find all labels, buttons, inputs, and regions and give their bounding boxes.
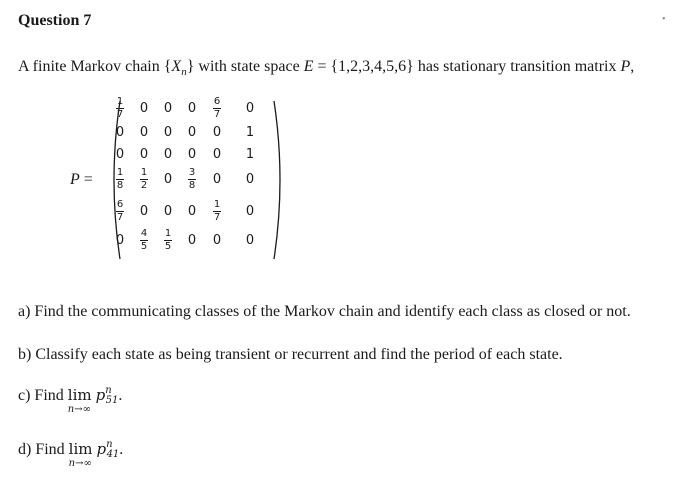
part-b: b) Classify each state as being transient or recurrent and find the period of each state. [18, 346, 563, 363]
intro-post: , [630, 58, 635, 75]
matrix-cell-6-3: $\frac{1}{5}$ [164, 228, 172, 252]
matrix-cell-2-6: 1 [245, 125, 255, 140]
part-c-p-sup: n [105, 385, 112, 396]
part-c-lim-word: lim [67, 386, 92, 404]
part-d-end: . [119, 441, 124, 458]
matrix-cell-6-1: 0 [115, 233, 125, 248]
part-c-label: c) Find [18, 387, 68, 404]
matrix-cell-3-4: 0 [187, 147, 197, 162]
matrix-cell-2-3: 0 [163, 125, 173, 140]
matrix-cell-3-6: 1 [245, 147, 255, 162]
part-d-lim-word: lim [68, 440, 93, 458]
matrix-cell-4-3: 0 [163, 172, 173, 187]
intro-pre: A finite Markov chain { [18, 58, 172, 75]
matrix-cell-6-4: 0 [187, 233, 197, 248]
right-paren [274, 101, 280, 259]
part-d-lim-sub: n→∞ [68, 458, 92, 469]
matrix-cell-4-1: $\frac{1}{8}$ [116, 167, 124, 191]
matrix-cell-6-6: 0 [245, 233, 255, 248]
transition-matrix [70, 95, 290, 265]
matrix-cell-1-3: 0 [163, 101, 173, 116]
question-title: Question 7 [18, 12, 92, 29]
part-d-p-sup: n [106, 439, 113, 450]
matrix-cell-5-1: $\frac{6}{7}$ [116, 199, 124, 223]
intro-E: E [303, 58, 314, 75]
part-d [18, 439, 124, 469]
matrix-cell-2-2: 0 [139, 125, 149, 140]
part-c [18, 385, 123, 415]
matrix-cell-3-2: 0 [139, 147, 149, 162]
part-d-p-letter: p [96, 440, 107, 458]
matrix-label [70, 171, 93, 189]
matrix-label-P: P [70, 171, 80, 188]
matrix-cell-4-6: 0 [245, 172, 255, 187]
part-d-label: d) Find [18, 441, 69, 458]
decorative-dot: • [662, 14, 666, 25]
part-d-p [97, 440, 120, 458]
matrix-cell-3-5: 0 [212, 147, 222, 162]
part-a: a) Find the communicating classes of the Markov chain and identify each class as closed or not. [18, 303, 631, 320]
intro-P: P [620, 58, 631, 75]
matrix-cell-5-6: 0 [245, 204, 255, 219]
matrix-cell-4-2: $\frac{1}{2}$ [140, 167, 148, 191]
matrix-cell-2-5: 0 [212, 125, 222, 140]
matrix-cell-1-2: 0 [139, 101, 149, 116]
part-c-lim [67, 386, 92, 415]
part-c-p [96, 386, 119, 404]
matrix-cell-2-1: 0 [115, 125, 125, 140]
matrix-cell-1-1: $\frac{1}{7}$ [116, 96, 124, 120]
matrix-cell-3-3: 0 [163, 147, 173, 162]
matrix-cell-6-2: $\frac{4}{5}$ [140, 228, 148, 252]
intro-set: = {1,2,3,4,5,6} has stationary transition matrix [313, 58, 621, 75]
matrix-cell-4-4: $\frac{3}{8}$ [188, 167, 196, 191]
matrix-cell-2-4: 0 [187, 125, 197, 140]
part-c-lim-sub: n→∞ [67, 404, 91, 415]
part-d-lim [68, 440, 93, 469]
part-c-p-letter: p [95, 386, 106, 404]
matrix-cell-5-4: 0 [187, 204, 197, 219]
matrix-cell-1-4: 0 [187, 101, 197, 116]
matrix-cell-1-5: $\frac{6}{7}$ [213, 96, 221, 120]
intro-mid: } with state space [186, 58, 304, 75]
matrix-cell-4-5: 0 [212, 172, 222, 187]
question-intro [18, 58, 634, 78]
intro-var-sub: n [181, 66, 187, 79]
matrix-cell-5-3: 0 [163, 204, 173, 219]
matrix-cell-5-2: 0 [139, 204, 149, 219]
matrix-cell-5-5: $\frac{1}{7}$ [213, 199, 221, 223]
matrix-cell-3-1: 0 [115, 147, 125, 162]
part-c-p-sub: 51 [105, 395, 119, 406]
intro-var: X [171, 58, 182, 75]
part-c-end: . [118, 387, 123, 404]
matrix-label-eq: = [79, 171, 93, 188]
part-d-p-sub: 41 [106, 449, 120, 460]
matrix-cell-6-5: 0 [212, 233, 222, 248]
matrix-cell-1-6: 0 [245, 101, 255, 116]
